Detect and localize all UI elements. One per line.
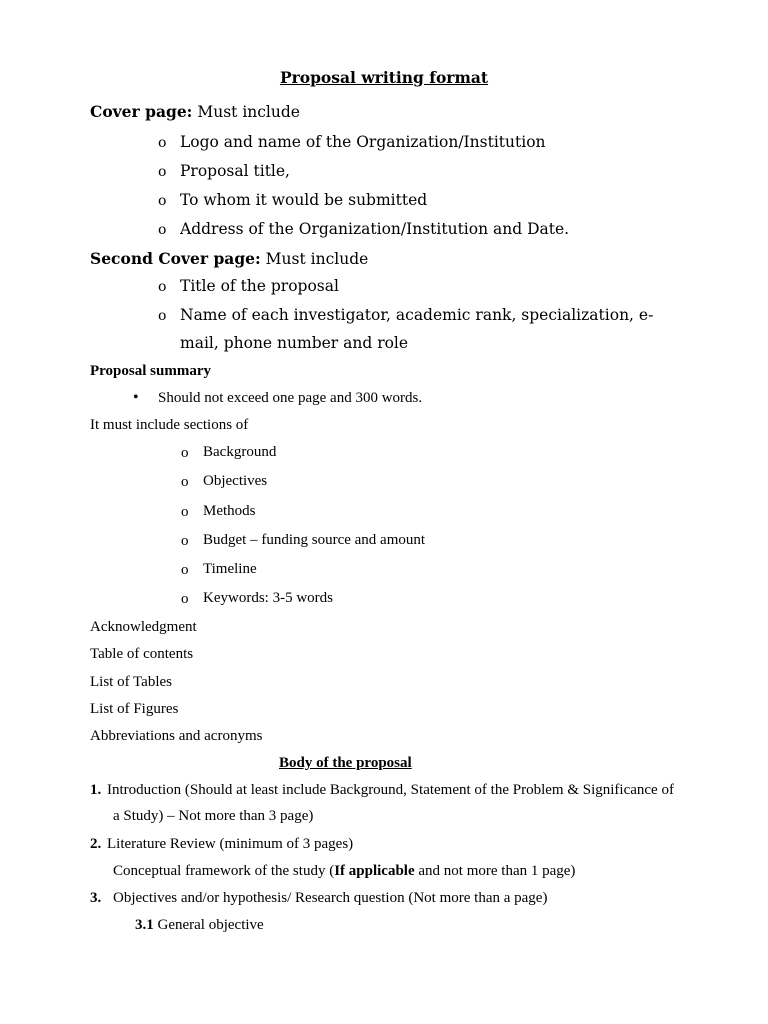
front-matter-item: List of Tables [90, 674, 172, 690]
second-cover-heading-line [90, 249, 368, 268]
literature-review-text: Literature Review (minimum of 3 pages) [107, 836, 354, 852]
page-title: Proposal writing format [279, 68, 489, 87]
introduction-text-continuation: a Study) – Not more than 3 page) [113, 808, 314, 824]
list-item: Name of each investigator, academic rank, specialization, e- [180, 306, 654, 324]
framework-text-pre: Conceptual framework of the study ( [113, 863, 335, 879]
framework-text-bold: If applicable [334, 863, 415, 879]
dot-bullet-icon: • [133, 389, 139, 406]
list-item: To whom it would be submitted [180, 191, 428, 209]
sub-item-number: 3.1 [135, 917, 154, 933]
circle-bullet-icon: o [158, 279, 167, 295]
circle-bullet-icon: o [158, 164, 167, 180]
cover-page-rest: Must include [192, 103, 300, 121]
list-item: Address of the Organization/Institution and Date. [180, 220, 570, 238]
general-objective-line [135, 917, 264, 934]
front-matter-item: Table of contents [90, 646, 194, 662]
body-heading [279, 755, 412, 772]
circle-bullet-icon: o [158, 222, 167, 238]
second-cover-heading: Second Cover page: [90, 249, 261, 268]
front-matter-item: List of Figures [90, 701, 179, 717]
cover-page-heading: Cover page: [90, 102, 193, 121]
list-item: Objectives [203, 473, 268, 489]
second-cover-rest: Must include [260, 250, 369, 268]
circle-bullet-icon: o [181, 504, 189, 520]
list-item: Logo and name of the Organization/Institution [180, 133, 546, 151]
list-item: Methods [203, 503, 256, 519]
circle-bullet-icon: o [158, 193, 167, 209]
circle-bullet-icon: o [181, 445, 189, 461]
list-item: Keywords: 3-5 words [203, 590, 333, 606]
cover-page-heading-line [90, 102, 300, 121]
circle-bullet-icon: o [158, 308, 167, 324]
list-item-continuation: mail, phone number and role [180, 334, 409, 352]
list-item: Background [203, 444, 277, 460]
front-matter-item: Acknowledgment [90, 619, 197, 635]
circle-bullet-icon: o [158, 135, 167, 151]
circle-bullet-icon: o [181, 533, 189, 549]
body-heading-text: Body of the proposal [279, 755, 412, 771]
summary-intro: It must include sections of [90, 417, 249, 433]
item-number: 1. [90, 782, 102, 798]
proposal-summary-heading-text: Proposal summary [90, 363, 211, 379]
circle-bullet-icon: o [181, 591, 189, 607]
item-number: 3. [90, 890, 102, 906]
framework-text-post: and not more than 1 page) [414, 863, 576, 879]
circle-bullet-icon: o [181, 562, 189, 578]
introduction-text: Introduction (Should at least include Background, Statement of the Problem & Significance of [107, 782, 674, 798]
list-item: Proposal title, [180, 162, 290, 180]
list-item: Timeline [203, 561, 257, 577]
circle-bullet-icon: o [181, 474, 189, 490]
objectives-text: Objectives and/or hypothesis/ Research question (Not more than a page) [113, 890, 548, 906]
list-item: Budget – funding source and amount [203, 532, 426, 548]
summary-bullet-text: Should not exceed one page and 300 words. [158, 390, 423, 406]
general-objective-text: General objective [153, 917, 264, 933]
proposal-summary-heading [90, 363, 211, 380]
front-matter-item: Abbreviations and acronyms [90, 728, 263, 744]
conceptual-framework-line [113, 863, 575, 880]
list-item: Title of the proposal [180, 277, 339, 295]
item-number: 2. [90, 836, 102, 852]
